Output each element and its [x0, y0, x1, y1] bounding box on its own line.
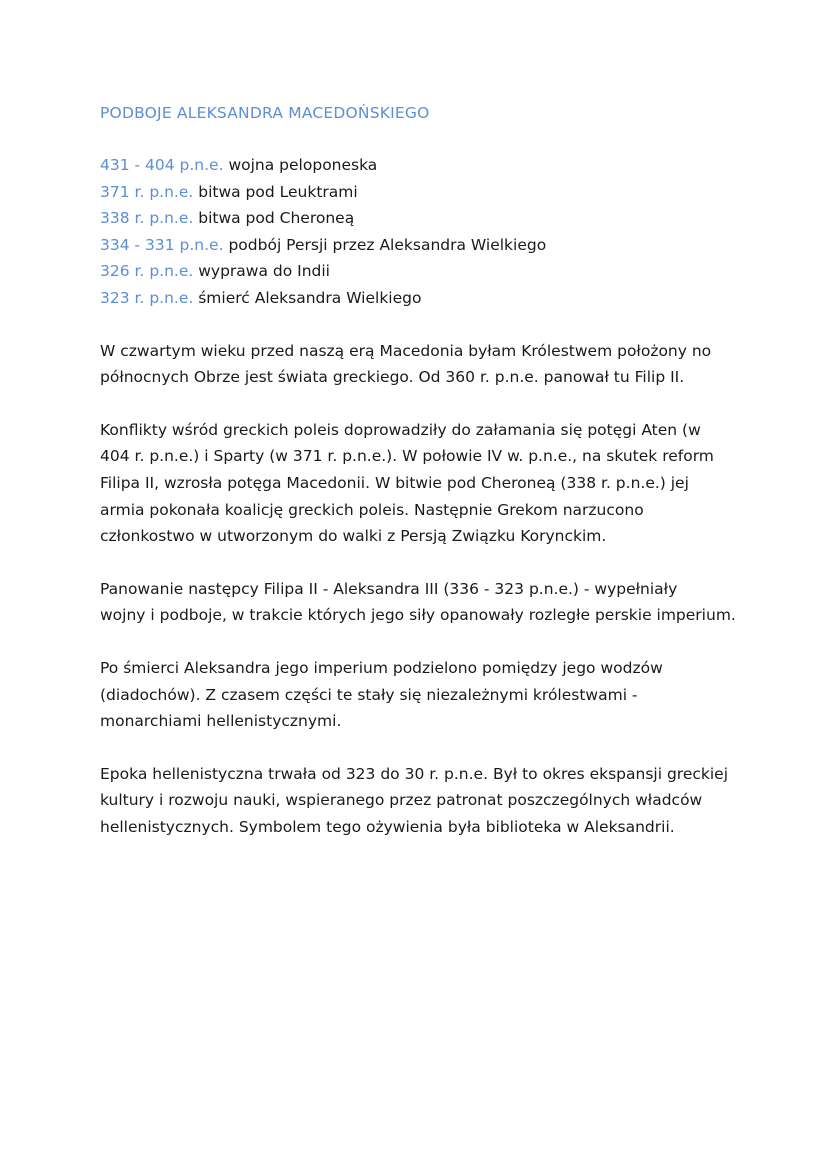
- timeline-event: wyprawa do Indii: [198, 262, 330, 281]
- timeline-item: [100, 258, 740, 285]
- timeline-date: 431 - 404 p.n.e.: [100, 156, 224, 174]
- timeline-item: [100, 232, 740, 259]
- paragraph-line: północnych Obrze jest świata greckiego. Od 360 r. p.n.e. panował tu Filip II.: [100, 368, 685, 387]
- timeline-date: 338 r. p.n.e.: [100, 209, 194, 228]
- timeline-event: śmierć Aleksandra Wielkiego: [198, 288, 422, 307]
- paragraph-line: Konflikty wśród greckich poleis doprowadziły do załamania się potęgi Aten (w: [100, 420, 701, 439]
- paragraph-line: hellenistycznych. Symbolem tego ożywienia była biblioteka w Aleksandrii.: [100, 817, 675, 836]
- timeline-list: [100, 152, 740, 312]
- timeline-date: 371 r. p.n.e.: [100, 182, 194, 201]
- timeline-date: 323 r. p.n.e.: [100, 288, 194, 307]
- paragraph-diadochi: [100, 655, 740, 735]
- paragraph-line: (diadochów). Z czasem części te stały się niezależnymi królestwami -: [100, 685, 638, 704]
- timeline-event: wojna peloponeska: [228, 156, 378, 174]
- paragraph-macedonia: [100, 338, 740, 391]
- paragraph-line: Filipa II, wzrosła potęga Macedonii. W bitwie pod Cheroneą (338 r. p.n.e.) jej: [100, 473, 689, 492]
- timeline-item: [100, 205, 740, 232]
- paragraph-line: Epoka hellenistyczna trwała od 323 do 30 r. p.n.e. Był to okres ekspansji greckiej: [100, 764, 729, 783]
- document-title: PODBOJE ALEKSANDRA MACEDOŃSKIEGO: [100, 104, 430, 122]
- paragraph-alexander-reign: [100, 576, 740, 629]
- paragraph-line: Po śmierci Aleksandra jego imperium podzielono pomiędzy jego wodzów: [100, 658, 663, 677]
- paragraph-conflicts: [100, 417, 740, 550]
- paragraph-line: wojny i podboje, w trakcie których jego siły opanowały rozległe perskie imperium.: [100, 606, 736, 625]
- timeline-item: [100, 285, 740, 312]
- timeline-date: 334 - 331 p.n.e.: [100, 235, 224, 254]
- paragraph-line: W czwartym wieku przed naszą erą Macedonia byłam Królestwem położony no: [100, 341, 712, 360]
- timeline-event: podbój Persji przez Aleksandra Wielkiego: [228, 235, 547, 254]
- paragraph-line: członkostwo w utworzonym do walki z Persją Związku Korynckim.: [100, 527, 607, 546]
- paragraph-line: Panowanie następcy Filipa II - Aleksandra III (336 - 323 p.n.e.) - wypełniały: [100, 579, 678, 598]
- document-page: [100, 100, 740, 866]
- paragraph-line: 404 r. p.n.e.) i Sparty (w 371 r. p.n.e.). W połowie IV w. p.n.e., na skutek reform: [100, 447, 714, 466]
- paragraph-line: kultury i rozwoju nauki, wspieranego przez patronat poszczególnych władców: [100, 791, 703, 810]
- timeline-event: bitwa pod Cheroneą: [198, 209, 355, 228]
- paragraph-line: armia pokonała koalicję greckich poleis. Następnie Grekom narzucono: [100, 500, 644, 519]
- paragraph-hellenistic-era: [100, 761, 740, 841]
- timeline-event: bitwa pod Leuktrami: [198, 182, 358, 201]
- timeline-item: [100, 179, 740, 206]
- timeline-date: 326 r. p.n.e.: [100, 262, 194, 281]
- timeline-item: [100, 152, 740, 179]
- paragraph-line: monarchiami hellenistycznymi.: [100, 712, 342, 731]
